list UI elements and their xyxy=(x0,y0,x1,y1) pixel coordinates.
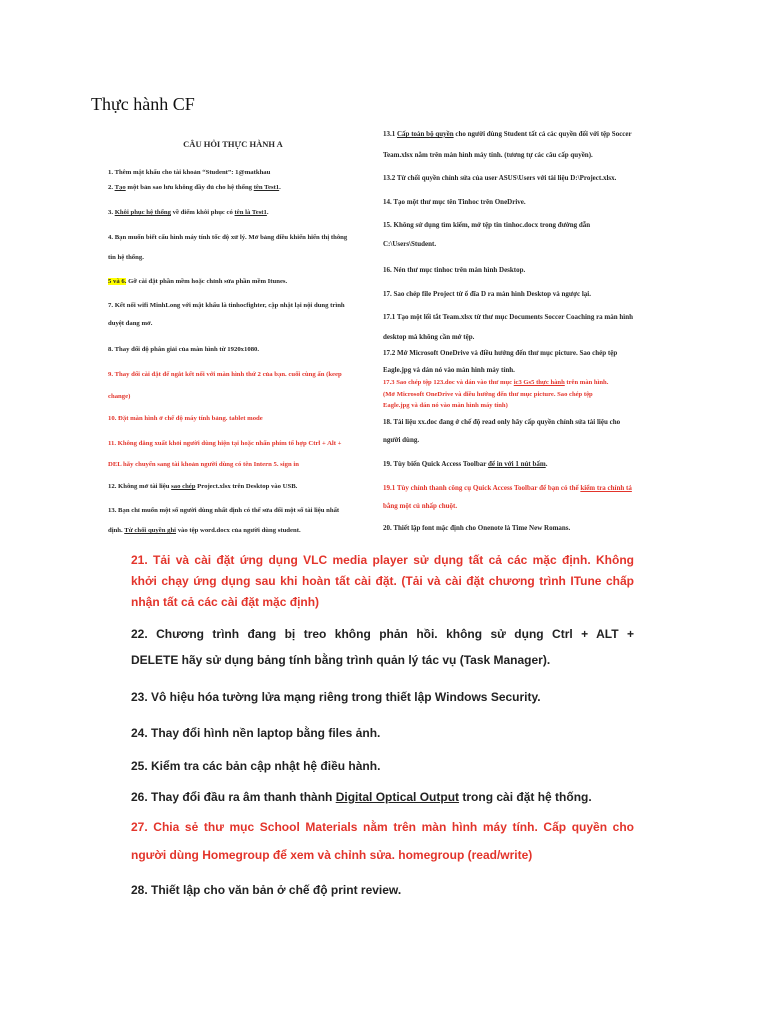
question-line: DEL hãy chuyển sang tài khoản người dùng có tên Intern 5. sign in xyxy=(108,460,299,468)
underlined-text: Từ chối quyền ghi xyxy=(124,527,177,534)
question-line: 13.2 Từ chối quyền chỉnh sửa của user ASUS\Users với tài liệu D:\Project.xlsx. xyxy=(383,174,617,182)
question-11 xyxy=(108,433,341,475)
question-13-2 xyxy=(383,168,616,188)
underlined-text: tên là Test1 xyxy=(234,209,267,216)
question-28 xyxy=(131,879,634,901)
question-text: 12. Không mở tài liệu xyxy=(108,483,172,490)
section-heading: CÂU HỎI THỰC HÀNH A xyxy=(183,139,283,149)
question-text: 26. Thay đổi đầu ra âm thanh thành xyxy=(131,790,336,804)
underlined-text: Cấp toàn bộ quyền xyxy=(397,130,454,138)
underlined-text: Tạo xyxy=(114,184,126,191)
question-line: 17.2 Mở Microsoft OneDrive và điều hướng đến thư mục picture. Sao chép tệp xyxy=(383,348,618,357)
question-line xyxy=(383,454,547,474)
question-line xyxy=(131,786,634,808)
question-line xyxy=(108,521,339,541)
question-text: trong cài đặt hệ thống. xyxy=(459,790,592,804)
question-line: 1. Thêm mật khẩu cho tài khoản “Student”: 1@matkhau xyxy=(108,169,271,176)
underlined-text: ic3 Gs5 thực hành xyxy=(513,379,565,386)
question-text: 19. Tùy biến Quick Access Toolbar xyxy=(383,460,488,468)
question-5-6 xyxy=(108,272,287,292)
page-title: Thực hành CF xyxy=(91,94,195,114)
question-line: bằng một cú nhấp chuột. xyxy=(383,502,458,510)
question-line: 17.1 Tạo một lối tắt Team.xlsx từ thư mục Documents Soccer Coaching ra màn hình xyxy=(383,313,634,321)
question-17-1 xyxy=(383,307,633,347)
question-text: 13.1 xyxy=(383,130,397,138)
question-line: C:\Users\Student. xyxy=(383,240,437,248)
question-3 xyxy=(108,203,269,223)
question-line: 25. Kiểm tra các bản cập nhật hệ điều hành. xyxy=(131,759,381,773)
question-line: 4. Bạn muốn biết cấu hình máy tính tốc độ xử lý. Mở bảng điều khiển hiển thị thông xyxy=(108,234,348,241)
question-line: 11. Không đăng xuất khỏi người dùng hiện tại hoặc nhấn phím tổ hợp Ctrl + Alt + xyxy=(108,439,342,447)
question-19-1 xyxy=(383,479,632,515)
question-text: 2. xyxy=(108,184,115,191)
question-20 xyxy=(383,518,570,538)
underlined-text: tên Test1 xyxy=(253,184,280,191)
question-line: (Mở Microsoft OneDrive và điều hướng đến thư mục picture. Sao chép tệp xyxy=(383,390,593,398)
question-text: . xyxy=(545,460,548,468)
question-line: 22. Chương trình đang bị treo không phản hồi. không sử dụng Ctrl + ALT + xyxy=(131,627,634,641)
question-line xyxy=(383,377,608,389)
question-text: về điểm khôi phục có xyxy=(171,209,235,216)
question-text: Project.xlsx trên Desktop vào USB. xyxy=(195,483,298,490)
question-line xyxy=(383,124,632,145)
question-line xyxy=(108,272,287,292)
question-13-1 xyxy=(383,124,632,165)
question-line: duyệt đang mở. xyxy=(108,320,153,327)
question-8 xyxy=(108,340,259,360)
question-17 xyxy=(383,284,591,304)
question-line: khởi chạy ứng dụng sau khi hoàn tất cài đặt. (Tải và cài đặt chương trình ITune chấp xyxy=(131,574,634,588)
question-19 xyxy=(383,454,547,474)
question-line: 16. Nén thư mục tinhoc trên màn hình Desktop. xyxy=(383,266,526,274)
question-25 xyxy=(131,755,634,777)
question-text: 17.3 Sao chép tệp 123.doc và dán vào thư mục xyxy=(383,379,514,386)
question-17-3 xyxy=(383,377,608,412)
question-line: 24. Thay đổi hình nền laptop bằng files ảnh. xyxy=(131,726,381,740)
underlined-text: Digital Optical Output xyxy=(335,790,460,804)
question-13 xyxy=(108,501,339,541)
question-text: . xyxy=(279,184,281,191)
question-line xyxy=(108,477,297,497)
question-line: người dùng Homegroup để xem và chỉnh sửa. homegroup (read/write) xyxy=(131,848,533,862)
underlined-text: Khôi phục hệ thống xyxy=(114,209,171,216)
question-line xyxy=(108,178,281,198)
highlighted-label: 5 và 6. xyxy=(108,278,127,285)
question-22 xyxy=(131,621,634,673)
question-23 xyxy=(131,686,634,708)
question-27 xyxy=(131,813,634,869)
question-text: Gỡ cài đặt phần mềm hoặc chỉnh sửa phần mềm Itunes. xyxy=(126,278,288,285)
question-line: change) xyxy=(108,392,131,400)
question-line: Eagle.jpg và dán nó vào màn hình máy tính) xyxy=(383,402,508,409)
question-text: 19.1 Tùy chỉnh thanh công cụ Quick Access Toolbar để bạn có thể xyxy=(383,484,581,492)
question-text: 3. xyxy=(108,209,115,216)
question-line: 7. Kết nối wifi MinhLong với mật khẩu là tinhocfighter, cập nhật lại nội dung trình xyxy=(108,302,345,309)
question-text: cho người dùng Student tất cả các quyền đối với tệp Soccer xyxy=(453,130,632,138)
question-7 xyxy=(108,297,345,333)
question-line: 9. Thay đổi cài đặt để ngắt kết nối với màn hình thứ 2 của bạn. cuối cùng ấn (keep xyxy=(108,370,342,378)
question-line: 14. Tạo một thư mục tên Tinhoc trên OneDrive. xyxy=(383,198,526,206)
question-21 xyxy=(131,550,634,613)
question-26 xyxy=(131,786,634,808)
question-line: Eagle.jpg và dán nó vào màn hình máy tính. xyxy=(383,365,515,374)
question-text: định. xyxy=(108,527,125,534)
question-line xyxy=(383,479,632,497)
question-line: 15. Không sử dụng tìm kiếm, mở tệp tin tinhoc.docx trong đường dẫn xyxy=(383,221,591,229)
question-line: người dùng. xyxy=(383,436,420,444)
question-line: 18. Tài liệu xx.doc đang ở chế độ read only hãy cấp quyền chỉnh sửa tài liệu cho xyxy=(383,418,621,426)
question-line: 13. Bạn chỉ muốn một số người dùng nhất định có thể sửa đổi một số tài liệu nhất xyxy=(108,507,340,514)
question-line: 27. Chia sẻ thư mục School Materials nằm trên màn hình máy tính. Cấp quyền cho xyxy=(131,820,634,834)
question-line: desktop mà không cần mở tệp. xyxy=(383,333,475,341)
question-text: trên màn hình. xyxy=(564,379,609,386)
question-line: nhận tất cả các cài đặt mặc định) xyxy=(131,595,320,609)
question-9 xyxy=(108,364,342,408)
question-line: 10. Đặt màn hình ở chế độ máy tính bảng. tablet mode xyxy=(108,415,263,422)
question-line: 28. Thiết lập cho văn bản ở chế độ print review. xyxy=(131,883,402,897)
question-line: Team.xlsx nằm trên màn hình máy tính. (tương tự các câu cấp quyền). xyxy=(383,150,593,159)
question-line: 21. Tải và cài đặt ứng dụng VLC media player sử dụng tất cả các mặc định. Không xyxy=(131,553,634,567)
question-10 xyxy=(108,409,263,429)
question-16 xyxy=(383,260,525,280)
question-18 xyxy=(383,413,620,449)
question-17-2 xyxy=(383,345,617,379)
question-text: vào tệp word.docx của người dùng student. xyxy=(176,527,301,534)
question-24 xyxy=(131,722,634,744)
question-line: 20. Thiết lập font mặc định cho Onenote là Time New Romans. xyxy=(383,524,571,532)
question-text: . xyxy=(266,209,269,216)
question-4 xyxy=(108,228,347,267)
question-line: 17. Sao chép file Project từ ổ đĩa D ra màn hình Desktop và ngược lại. xyxy=(383,290,591,298)
question-line: tin hệ thống. xyxy=(108,253,144,261)
question-line: DELETE hãy sử dụng bảng tính bằng trình quản lý tác vụ (Task Manager). xyxy=(131,653,551,667)
question-14 xyxy=(383,192,526,212)
question-12 xyxy=(108,477,297,497)
underlined-text: kiểm tra chính tả xyxy=(580,484,632,492)
question-line: 23. Vô hiệu hóa tường lửa mạng riêng trong thiết lập Windows Security. xyxy=(131,690,541,704)
underlined-text: sao chép xyxy=(171,483,196,490)
question-line xyxy=(108,203,269,223)
question-2 xyxy=(108,178,281,198)
question-15 xyxy=(383,216,590,254)
question-line: 8. Thay đổi độ phân giải của màn hình từ 1920x1080. xyxy=(108,346,260,353)
question-text: một bản sao lưu không đầy đủ cho hệ thống xyxy=(125,184,254,191)
underlined-text: để in với 1 nút bấm xyxy=(487,460,546,468)
